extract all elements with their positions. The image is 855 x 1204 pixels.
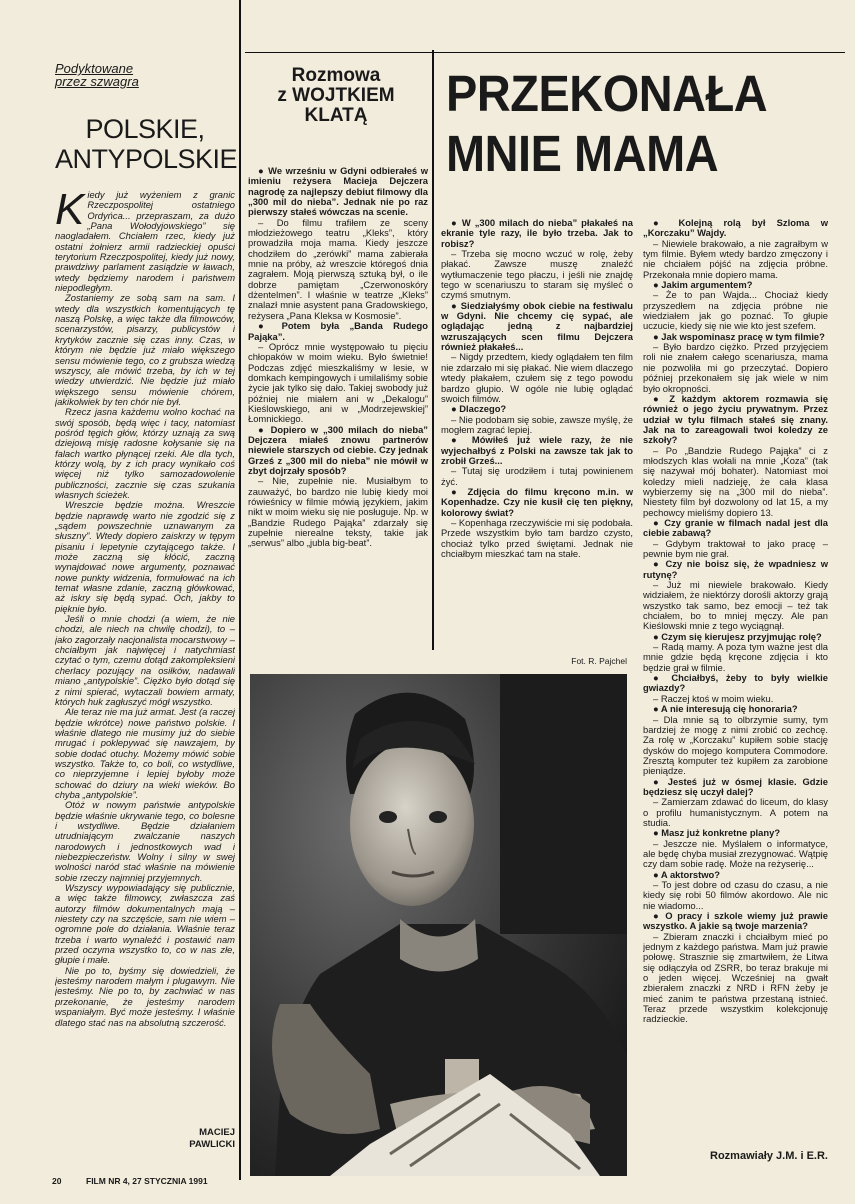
interview-question: ● A nie interesują cię honoraria? [653, 703, 798, 715]
interview-question: ● Jesteś już w ósmej klasie. Gdzie będziesz się uczył dalej? [643, 775, 828, 797]
interview-question: ● Mówiłeś już wiele razy, że nie wyjechałbyś z Polski na zawsze tak jak to zrobił Grześ... [441, 434, 633, 466]
interview-question: ● Kolejną rolą był Szloma w „Korczaku” Wajdy. [643, 218, 828, 239]
interview-column-1 [248, 166, 428, 641]
headline-line-1: PRZEKONAŁA [446, 65, 768, 122]
interview-question: ● Dopiero w „300 milach do nieba” Dejczera miałeś znowu partnerów niewiele starszych od ciebie. Czy jednak Grześ z „300 mil do nieba” nie mówił w zbyt dojrzały sposób? [248, 423, 428, 476]
interview-answer: – Trzeba się mocno wczuć w rolę, żeby płakać. Zawsze muszę znaleźć wytłumaczenie tego płaczu, i jeśli nie znajdę tego w scenariuszu to staram się myśleć o czymś smutnym. [441, 248, 633, 301]
dropcap: K [55, 190, 85, 234]
interview-answer: – Już mi niewiele brakowało. Kiedy widziałem, że niektórzy dorośli aktorzy grają wszystko tak samo, bez emocji – też tak chciałem, bo to mniej męczy. Ale pan Kieślowski mnie z tego wyciągnął. [643, 579, 828, 632]
kicker-line-1: Podyktowane [55, 61, 134, 76]
interview-question: ● O pracy i szkole wiemy już prawie wszystko. A jakie są twoje marzenia? [643, 910, 828, 932]
interview-answer: – Gdybym traktował to jako pracę – pewnie bym nie grał. [643, 537, 828, 559]
portrait-illustration [250, 674, 627, 1176]
interview-answer: – Nie podobam się sobie, zawsze myślę, że mogłem zagrać lepiej. [441, 413, 633, 435]
paragraph: Rzecz jasna każdemu wolno kochać na swój sposób, będą więc i tacy, natomiast pośród tęgich głów, którzy uznają za swą dziejową misję radosne kołysanie się na falach wartko płynącej rzeki. Ale dla tych, którzy wolą, by z ich pracy wynikało coś więcej niż tylko samozadowolenie publiczności, zacznie się czas szukania własnych ścieżek. [55, 406, 235, 500]
interview-answer: – Po „Bandzie Rudego Pająka” ci z młodszych klas wołali na mnie „Koza” (tak się nazywał mój bohater). Natomiast moi koledzy mieli nadzieję, że cała klasa wybierzemy się na „300 mil do nieba”. Niestety film był dozwolony od lat 15, a my pechowcy mieliśmy dopiero 13. [643, 444, 828, 518]
heading-line-2: z WOJTKIEM [277, 85, 395, 106]
interview-answer: – Kopenhaga rzeczywiście mi się podobała. Przede wszystkim było tam bardzo czysto, chociaż tylko przed świętami. Jednak nie chciałbym mieszkać tam na stałe. [441, 516, 633, 559]
author-line-2: PAWLICKI [189, 1139, 235, 1150]
interview-answer: – Radą mamy. A poza tym ważne jest dla mnie gdzie będą kręcone zdjęcia i kto będzie grał w filmie. [643, 641, 828, 673]
interview-answer: – Niewiele brakowało, a nie zagrałbym w tym filmie. Byłem wtedy bardzo zmęczony i nie chciałem pójść na zdjęcia próbne. Przekonała mnie dopiero mama. [643, 237, 828, 280]
interview-question: ● Chciałbyś, żeby to były wielkie gwiazdy? [643, 672, 828, 694]
interview-answer: – Nigdy przedtem, kiedy oglądałem ten film nie zdarzało mi się płakać. Nie wiem dlaczego wtedy płakałem, czułem się z tego powodu bardzo głupio. W ogóle nie lubię oglądać swoich filmów. [441, 351, 633, 404]
interview-answer: – Nie, zupełnie nie. Musiałbym to zauważyć, bo bardzo nie lubię kiedy moi rówieśnicy w filmie mówią językiem, jakim nikt w moim wieku się nie posługuje. Np. w „Bandzie Rudego Pająka” zdarzały się zupełnie nierealne teksty, takie jak „serwus” albo „jubla big-beat”. [248, 475, 428, 549]
heading-line-1: Rozmowa [291, 65, 381, 86]
heading-line-3: KLATĄ [304, 105, 368, 126]
interview-answer: – Do filmu trafiłem ze sceny młodzieżowego teatru „Kleks”, który prowadziła moja mama. Kiedy jeszcze chodziłem do „zerówki” mama zabierała mnie na próby, aż wreszcie któregoś dnia zagrałem. Moją pierwszą sztuką był, o ile dobrze pamiętam „Czerwonoskóry dżentelmen”. I właśnie w teatrze „Kleks” znalazł mnie asystent pana Gradowskiego, reżysera „Pana Kleksa w Kosmosie”. [248, 216, 428, 321]
paragraph: Jeśli o mnie chodzi (a wiem, że nie chodzi, ale niech na chwilę chodzi), to – jako zagorzały nacjonalista mocarstwowy – chciałbym jak najwięcej i natychmiast czytać o tym, czemu dotąd zakompleksieni cherlacy pozujący na osiłków, nadawali miano „antypolskie”. Ciężko było dotąd się z nimi spierać, wytaczali bowiem armaty, których huk zagłuszyć mógł wszystko. [55, 613, 235, 707]
paragraph: Ale teraz nie ma już armat. Jest (a raczej będzie wkrótce) nowe państwo polskie. I właśnie dlatego nie musimy już do siebie mrugać i poklepywać się nawzajem, by sobie dodać otuchy. Możemy mówić sobie wszystko. Także to, co boli, co wstydliwe, co nieprzyjemne i lepiej byłoby może schować do dziury na wieki wieków. Bo chyba „antypolskie”. [55, 706, 235, 800]
interview-answer: – To jest dobre od czasu do czasu, a nie kiedy się robi 50 filmów akordowo. Ale nic nie wiadomo... [643, 879, 828, 911]
interview-signature: Rozmawiały J.M. i E.R. [710, 1150, 828, 1162]
page-number: 20 [52, 1176, 62, 1186]
headline-rule [245, 52, 845, 53]
interview-question: ● We wrześniu w Gdyni odbierałeś w imieniu reżysera Macieja Dejczera nagrodę za najlepszy debiut filmowy dla „300 mil do nieba”. Jednak nie po raz pierwszy stałeś wówczas na scenie. [248, 166, 428, 218]
interview-answer: – Dla mnie są to olbrzymie sumy, tym bardziej że mogę z nimi zrobić co zechcę. Za rolę w „Korczaku” kupiłem sobie stację dysków do mojego komputera Commodore. Zresztą komputer też kupiłem za zarobione pieniądze. [643, 713, 828, 777]
interview-answer: – Było bardzo ciężko. Przed przyjęciem roli nie znałem całego scenariusza, mama nie pozwoliła mi go przeczytać. Dopiero później przekonałem się jak wiele w nim było okropności. [643, 341, 828, 394]
article-title-line-1: POLSKIE, [85, 114, 205, 144]
interview-column-3 [643, 218, 828, 1138]
interview-answer: – Zamierzam zdawać do liceum, do klasy o profilu humanistycznym. A potem na studia. [643, 796, 828, 828]
column-divider-right [432, 50, 434, 650]
left-column [55, 61, 238, 1151]
interview-question: ● Dlaczego? [451, 403, 507, 415]
paragraph: Nie po to, byśmy się dowiedzieli, że jesteśmy narodem małym i plugawym. Nie jesteśmy. Nie po to, by zachwiać w nas przekonanie, że jesteśmy narodem wspaniałym. Być może jesteśmy. I właśnie dlatego stać nas na absolutną szczerość. [55, 964, 235, 1028]
headline-line-2: MNIE MAMA [446, 125, 719, 182]
interview-question: ● Czy granie w filmach nadal jest dla ciebie zabawą? [643, 516, 828, 539]
interview-question: ● Jak wspominasz pracę w tym filmie? [653, 330, 825, 342]
interview-question: ● W „300 milach do nieba” płakałeś na ekranie tyle razy, ile było trzeba. Jak to robisz? [441, 218, 633, 249]
article-title-line-2: ANTYPOLSKIE [55, 144, 238, 174]
interview-question: ● Z każdym aktorem rozmawia się również o jego życiu prywatnym. Przez udział w tylu filmach stałeś się znany. Jak na to zareagowali twoi koledzy ze szkoły? [643, 392, 828, 446]
interview-column-2 [441, 218, 633, 648]
interview-question: ● Zdjęcia do filmu kręcono m.in. w Kopenhadze. Czy nie kusił cię ten piękny, kolorowy świat? [441, 485, 633, 518]
portrait-photo [250, 674, 627, 1176]
interview-answer: – Zbieram znaczki i chciałbym mieć po jednym z każdego państwa. Mam już prawie połowę. Strasznie się zmartwiłem, że Litwa się odłączyła od ZSRR, bo teraz brakuje mi o jeden więcej. Wcześniej na gwałt zbierałem znaczki z NRD i RFN żeby je mieć zanim te państwa przestaną istnieć. Teraz przede wszystkim kolekcjonuję radzieckie. [643, 930, 828, 1025]
essay-body [55, 190, 235, 1127]
interview-answer: – Jeszcze nie. Myślałem o informatyce, ale będę chyba musiał zrezygnować. Wątpię czy dam sobie radę. Może na reżyserię... [643, 837, 828, 870]
column-divider-left [239, 0, 241, 1180]
interview-question: ● Potem była „Banda Rudego Pająka”. [248, 320, 428, 342]
interview-question: ● Jakim argumentem? [653, 279, 753, 291]
paragraph: Wreszcie będzie można. Wreszcie będzie naprawdę warto nie zgodzić się z „sądem powszechnie uznawanym za słuszny”. Wtedy dopiero zaiskrzy w tępym pisaniu i lepetynie czytającego także. I może zaczną się kłócić, zaczną wynajdować nowe argumenty, poznawać nowe punkty widzenia, formułować na ich temat własne zdanie, zaczną główkować, aż iskry się będą sypać. Och, jakby to pięknie było. [55, 499, 235, 614]
interview-question: ● Masz już konkretne plany? [653, 827, 781, 839]
issue-info: FILM NR 4, 27 STYCZNIA 1991 [86, 1176, 208, 1186]
paragraph: Zostaniemy ze sobą sam na sam. I wtedy dla wszystkich komentujących tę naszą Polskę, a więc także dla filmowców, scenarzystów, pisarzy, publicystów i krytyków zacznie się czas inny. Czas, w którym nie będzie już miało większego sensu mówienie tego, co z grubsza wiedzą wszyscy, ale mówić trzeba, by ich w tej wiedzy utwierdzić. Nie będzie już miało większego sensu mówienie chórem, jakikolwiek by ten chór nie był. [55, 292, 235, 407]
interview-question: ● Czym się kierujesz przyjmując rolę? [653, 630, 822, 642]
interview-answer: – Raczej ktoś w moim wieku. [653, 692, 774, 704]
author-line-1: MACIEJ [199, 1127, 235, 1138]
interview-answer: – Oprócz mnie występowało tu pięciu chłopaków w moim wieku. Było świetnie! Podczas zdjęć mieszkaliśmy w lesie, w domkach kempingowych i umilaliśmy sobie życie jak tylko się dało. Takiej swobody już później nie miałem ani w „Dekalogu” Kieślowskiego, ani w „Modrzejewskiej” Łomnickiego. [248, 340, 428, 425]
interview-answer: – Że to pan Wajda... Chociaż kiedy przyszedłem na zdjęcia próbne nie wiedziałem jak go poznać. To głupie uczucie, kiedy się nie wie kto jest szefem. [643, 289, 828, 332]
photo-credit: Fot. R. Pajchel [571, 656, 627, 666]
interview-question: ● Siedziałyśmy obok ciebie na festiwalu w Gdyni. Nie chcemy cię sypać, ale oglądając jedną z najbardziej wzruszających scen filmu Dejczera również płakałeś... [441, 299, 633, 353]
headline [446, 64, 846, 184]
paragraph: Wszyscy wypowiadający się publicznie, a więc także filmowcy, zwłaszcza zaś autorzy filmów dokumentalnych mają – niestety czy na szczęście, sam nie wiem – ogromne pole do działania. Właśnie teraz trzeba i warto wynaleźć i postawić nam przed oczyma wszystko to, co w nas złe, głupie i małe. [55, 882, 235, 966]
interview-question: ● Czy nie boisz się, że wpadniesz w rutynę? [643, 558, 828, 580]
interview-question: ● A aktorstwo? [653, 868, 720, 880]
paragraph: Otóż w nowym państwie antypolskie będzie właśnie ukrywanie tego, co bolesne i wstydliwe. Będzie działaniem utrudniającym zwalczanie naszych narodowych i jednostkowych wad i niebezpieczeństw. Wolny i silny w swej wolności naród stać właśnie na mówienie sobie rzeczy najmniej przyjemnych. [55, 799, 235, 883]
interview-heading [245, 66, 427, 126]
paragraph: iedy już wyżeniem z granic Rzeczpospolitej ostatniego Ordyńca... przepraszam, za dużo „Pana Wołodyjowskiego” się naogladałem. Chciałem rzec, kiedy już ostatni żołnierz armii radzieckiej opuści terytorium Rzeczpospolitej, kiedy już nowy, prawdziwy parlament zasiądzie w ławach, wtedy będziemy narodem i państwem niepodległym. [55, 190, 235, 294]
kicker-line-2: przez szwagra [55, 74, 139, 89]
interview-answer: – Tutaj się urodziłem i tutaj powinienem żyć. [441, 465, 633, 487]
